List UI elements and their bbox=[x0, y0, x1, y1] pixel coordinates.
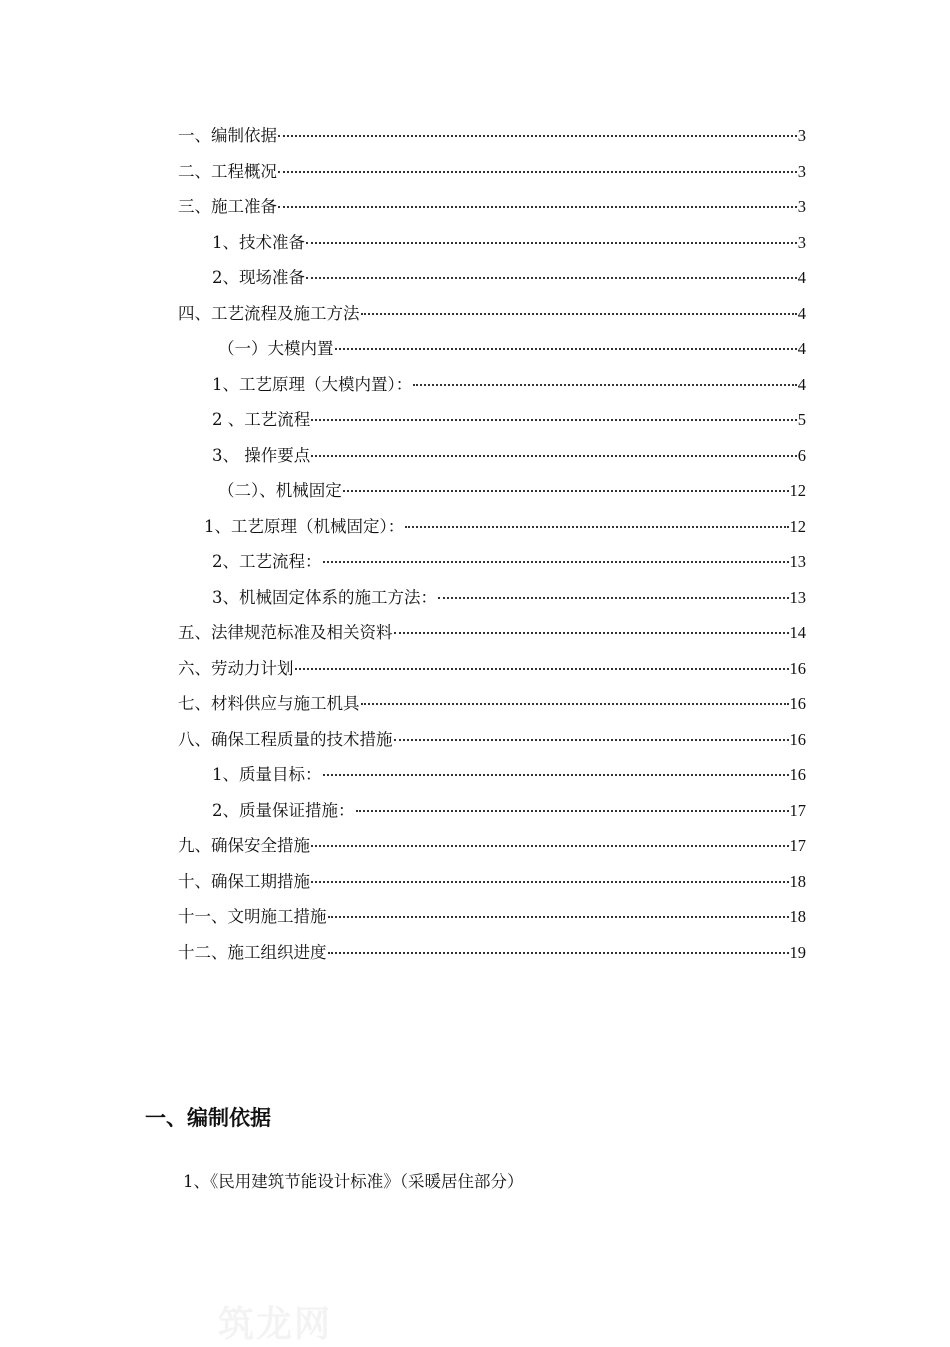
toc-dot-leader bbox=[413, 367, 797, 386]
toc-entry-title: 1、工艺原理（大模内置）： bbox=[212, 374, 413, 394]
toc-dot-leader bbox=[328, 935, 789, 954]
toc-entry[interactable] bbox=[178, 864, 806, 900]
toc-entry[interactable] bbox=[178, 899, 806, 935]
toc-entry-title: 2、质量保证措施： bbox=[212, 800, 355, 820]
toc-entry[interactable] bbox=[178, 260, 806, 296]
toc-entry-title: 二、工程概况 bbox=[178, 161, 277, 181]
toc-dot-leader bbox=[394, 722, 789, 741]
toc-dot-leader bbox=[311, 403, 797, 422]
toc-entry-title: 2 、工艺流程 bbox=[212, 410, 311, 429]
toc-page-number: 16 bbox=[789, 658, 806, 678]
toc-dot-leader bbox=[295, 651, 789, 670]
toc-dot-leader bbox=[323, 758, 789, 777]
toc-dot-leader bbox=[278, 154, 797, 173]
toc-dot-leader bbox=[306, 225, 797, 244]
toc-dot-leader bbox=[343, 474, 789, 493]
toc-page-number: 17 bbox=[789, 800, 806, 820]
toc-page-number: 13 bbox=[789, 552, 806, 571]
toc-entry-title: 九、确保安全措施 bbox=[178, 836, 310, 855]
toc-entry[interactable] bbox=[178, 615, 806, 651]
toc-page-number: 4 bbox=[797, 374, 806, 394]
toc-entry-title: 三、施工准备 bbox=[178, 197, 277, 216]
toc-dot-leader bbox=[335, 332, 797, 351]
toc-dot-leader bbox=[311, 829, 789, 848]
toc-page-number: 4 bbox=[797, 303, 806, 323]
toc-page-number: 12 bbox=[789, 516, 806, 536]
toc-entry-title: 六、劳动力计划 bbox=[178, 658, 294, 678]
toc-entry[interactable] bbox=[178, 793, 806, 829]
toc-entry[interactable] bbox=[178, 509, 806, 545]
toc-entry[interactable] bbox=[178, 154, 806, 190]
toc-entry[interactable] bbox=[178, 402, 806, 438]
toc-entry[interactable] bbox=[178, 935, 806, 971]
toc-entry[interactable] bbox=[178, 580, 806, 616]
toc-page-number: 4 bbox=[797, 268, 806, 287]
toc-page-number: 18 bbox=[789, 871, 806, 891]
toc-entry[interactable] bbox=[178, 473, 806, 509]
toc-page-number: 14 bbox=[789, 623, 806, 642]
toc-page-number: 19 bbox=[789, 942, 806, 962]
toc-entry-title: 1、技术准备 bbox=[212, 232, 305, 252]
toc-entry-title: 3、机械固定体系的施工方法： bbox=[212, 587, 437, 607]
toc-page-number: 5 bbox=[797, 410, 806, 429]
toc-dot-leader bbox=[311, 864, 789, 883]
toc-entry-title: 2、工艺流程： bbox=[212, 552, 322, 571]
toc-entry-title: 1、质量目标： bbox=[212, 765, 322, 784]
toc-page-number: 16 bbox=[789, 729, 806, 749]
toc-entry[interactable] bbox=[178, 367, 806, 403]
toc-dot-leader bbox=[278, 119, 797, 138]
toc-page-number: 3 bbox=[797, 161, 806, 181]
toc-entry[interactable] bbox=[178, 757, 806, 793]
watermark: 筑龙网 bbox=[218, 1303, 333, 1345]
toc-entry-title: 八、确保工程质量的技术措施 bbox=[178, 729, 393, 749]
table-of-contents bbox=[178, 118, 806, 970]
toc-entry[interactable] bbox=[178, 686, 806, 722]
toc-dot-leader bbox=[323, 545, 789, 564]
toc-page-number: 3 bbox=[797, 197, 806, 216]
toc-entry-title: 一、编制依据 bbox=[178, 126, 277, 145]
toc-page-number: 3 bbox=[797, 232, 806, 252]
toc-dot-leader bbox=[311, 438, 797, 457]
toc-entry[interactable] bbox=[178, 651, 806, 687]
toc-entry-title: 五、法律规范标准及相关资料 bbox=[178, 623, 393, 642]
toc-entry[interactable] bbox=[178, 828, 806, 864]
toc-dot-leader bbox=[394, 616, 789, 635]
toc-page-number: 16 bbox=[789, 694, 806, 713]
toc-entry[interactable] bbox=[178, 331, 806, 367]
toc-page-number: 17 bbox=[789, 836, 806, 855]
toc-page-number: 4 bbox=[797, 339, 806, 358]
toc-dot-leader bbox=[328, 900, 789, 919]
toc-entry-title: 四、工艺流程及施工方法 bbox=[178, 303, 360, 323]
toc-entry[interactable] bbox=[178, 118, 806, 154]
toc-entry-title: 十二、施工组织进度 bbox=[178, 942, 327, 962]
toc-entry-title: （二）、机械固定 bbox=[218, 481, 342, 500]
toc-entry[interactable] bbox=[178, 438, 806, 474]
toc-dot-leader bbox=[306, 261, 797, 280]
toc-entry[interactable] bbox=[178, 189, 806, 225]
toc-page-number: 16 bbox=[789, 765, 806, 784]
section-heading: 一、编制依据 bbox=[145, 1106, 271, 1130]
toc-entry[interactable] bbox=[178, 544, 806, 580]
toc-page-number: 6 bbox=[797, 445, 806, 465]
toc-entry[interactable] bbox=[178, 722, 806, 758]
toc-entry-title: （一）大模内置 bbox=[218, 339, 334, 358]
toc-page-number: 18 bbox=[789, 907, 806, 926]
toc-entry[interactable] bbox=[178, 225, 806, 261]
toc-entry-title: 十一、文明施工措施 bbox=[178, 907, 327, 926]
toc-dot-leader bbox=[361, 687, 789, 706]
toc-entry-title: 七、材料供应与施工机具 bbox=[178, 694, 360, 713]
toc-page-number: 3 bbox=[797, 126, 806, 145]
toc-page-number: 12 bbox=[789, 481, 806, 500]
toc-dot-leader bbox=[361, 296, 797, 315]
toc-entry[interactable] bbox=[178, 296, 806, 332]
toc-entry-title: 十、确保工期措施 bbox=[178, 871, 310, 891]
toc-page-number: 13 bbox=[789, 587, 806, 607]
toc-entry-title: 3、 操作要点 bbox=[212, 445, 311, 465]
toc-dot-leader bbox=[278, 190, 797, 209]
toc-dot-leader bbox=[405, 509, 788, 528]
reference-item: 1、《民用建筑节能设计标准》（采暖居住部分） bbox=[183, 1172, 524, 1191]
toc-entry-title: 1、工艺原理（机械固定）： bbox=[204, 516, 405, 536]
toc-dot-leader bbox=[438, 580, 789, 599]
toc-dot-leader bbox=[356, 793, 789, 812]
toc-entry-title: 2、现场准备 bbox=[212, 268, 305, 287]
